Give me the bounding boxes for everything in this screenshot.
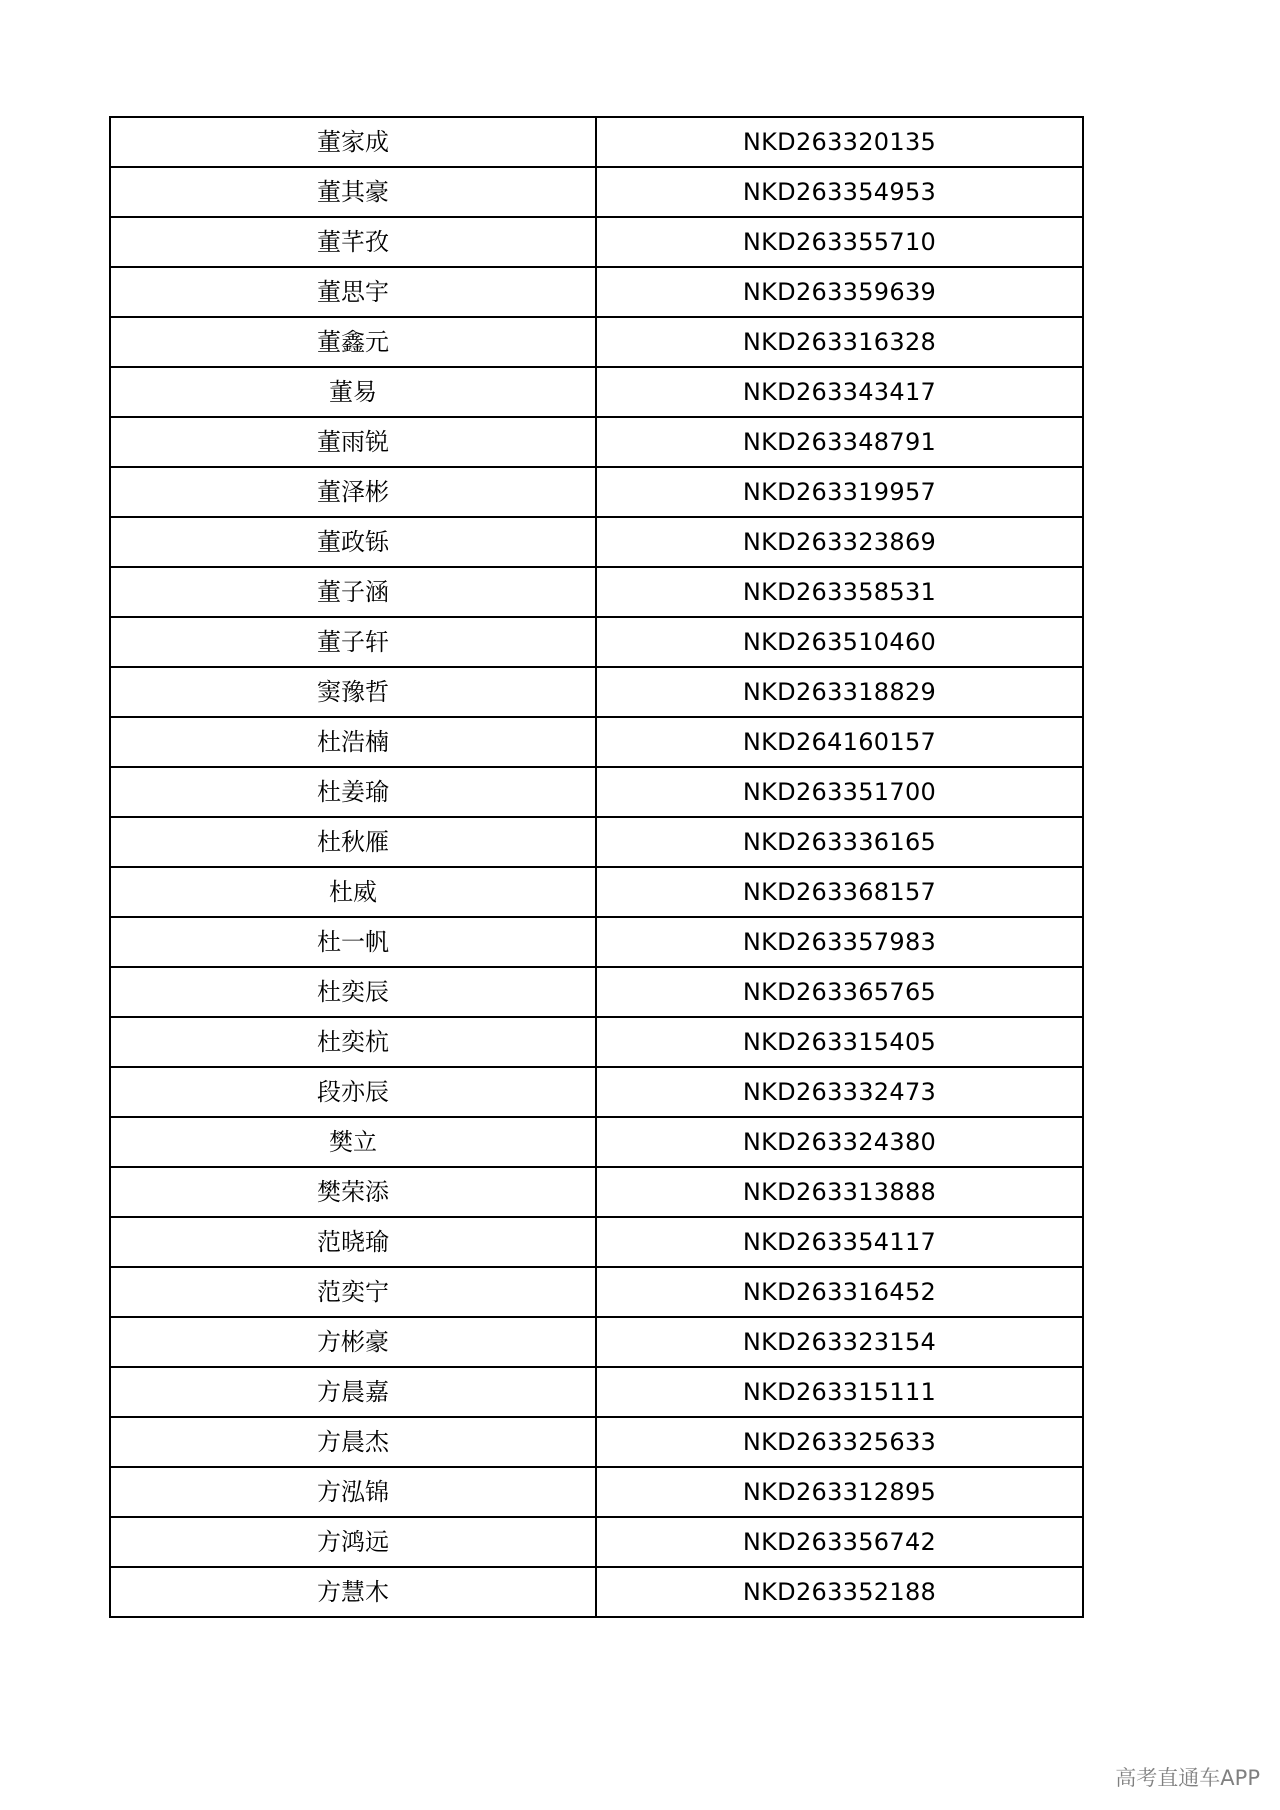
student-id-cell: NKD263356742: [596, 1517, 1083, 1567]
student-id-cell: NKD263336165: [596, 817, 1083, 867]
student-id-cell: NKD263351700: [596, 767, 1083, 817]
table-row: [110, 1267, 1083, 1317]
table-row: [110, 167, 1083, 217]
table-row: [110, 1317, 1083, 1367]
student-name-cell: 方晨杰: [110, 1417, 596, 1467]
student-name-cell: 樊立: [110, 1117, 596, 1167]
table-row: [110, 417, 1083, 467]
student-id-cell: NKD263358531: [596, 567, 1083, 617]
table-row: [110, 917, 1083, 967]
student-id-cell: NKD263316452: [596, 1267, 1083, 1317]
table-row: [110, 617, 1083, 667]
student-id-cell: NKD263312895: [596, 1467, 1083, 1517]
student-name-cell: 范奕宁: [110, 1267, 596, 1317]
student-id-cell: NKD263355710: [596, 217, 1083, 267]
table-row: [110, 967, 1083, 1017]
table-row: [110, 517, 1083, 567]
student-name-cell: 杜奕辰: [110, 967, 596, 1017]
watermark-text: 高考直通车APP: [1115, 1766, 1260, 1790]
student-id-cell: NKD263318829: [596, 667, 1083, 717]
student-name-cell: 董其豪: [110, 167, 596, 217]
student-id-cell: NKD264160157: [596, 717, 1083, 767]
table-row: [110, 1017, 1083, 1067]
table-row: [110, 317, 1083, 367]
student-name-cell: 董芊孜: [110, 217, 596, 267]
student-name-cell: 董子轩: [110, 617, 596, 667]
table-row: [110, 1517, 1083, 1567]
student-name-cell: 樊荣添: [110, 1167, 596, 1217]
table-row: [110, 1467, 1083, 1517]
student-id-cell: NKD263510460: [596, 617, 1083, 667]
student-id-cell: NKD263332473: [596, 1067, 1083, 1117]
student-name-cell: 方晨嘉: [110, 1367, 596, 1417]
table-row: [110, 467, 1083, 517]
student-name-cell: 杜姜瑜: [110, 767, 596, 817]
student-name-cell: 杜一帆: [110, 917, 596, 967]
table-row: [110, 1167, 1083, 1217]
table-row: [110, 867, 1083, 917]
table-row: [110, 717, 1083, 767]
table-row: [110, 1117, 1083, 1167]
student-id-cell: NKD263343417: [596, 367, 1083, 417]
table-row: [110, 1217, 1083, 1267]
student-id-cell: NKD263365765: [596, 967, 1083, 1017]
student-name-cell: 方彬豪: [110, 1317, 596, 1367]
table-row: [110, 117, 1083, 167]
student-id-cell: NKD263323154: [596, 1317, 1083, 1367]
student-name-cell: 董雨锐: [110, 417, 596, 467]
student-name-cell: 董子涵: [110, 567, 596, 617]
table-row: [110, 1367, 1083, 1417]
student-id-cell: NKD263348791: [596, 417, 1083, 467]
student-name-cell: 窦豫哲: [110, 667, 596, 717]
student-id-cell: NKD263352188: [596, 1567, 1083, 1617]
student-name-cell: 范晓瑜: [110, 1217, 596, 1267]
student-name-cell: 董泽彬: [110, 467, 596, 517]
student-id-cell: NKD263319957: [596, 467, 1083, 517]
student-name-cell: 杜秋雁: [110, 817, 596, 867]
student-name-cell: 杜浩楠: [110, 717, 596, 767]
student-name-cell: 杜威: [110, 867, 596, 917]
table-row: [110, 1417, 1083, 1467]
table-row: [110, 217, 1083, 267]
table-row: [110, 767, 1083, 817]
student-id-cell: NKD263357983: [596, 917, 1083, 967]
table-row: [110, 367, 1083, 417]
student-name-cell: 段亦辰: [110, 1067, 596, 1117]
student-id-cell: NKD263354117: [596, 1217, 1083, 1267]
student-name-cell: 方泓锦: [110, 1467, 596, 1517]
student-id-cell: NKD263368157: [596, 867, 1083, 917]
student-name-cell: 董政铄: [110, 517, 596, 567]
student-id-cell: NKD263354953: [596, 167, 1083, 217]
name-id-table: [109, 116, 1084, 1618]
student-name-cell: 董思宇: [110, 267, 596, 317]
student-id-cell: NKD263359639: [596, 267, 1083, 317]
student-id-cell: NKD263315405: [596, 1017, 1083, 1067]
table-row: [110, 667, 1083, 717]
student-name-cell: 方鸿远: [110, 1517, 596, 1567]
table-row: [110, 1067, 1083, 1117]
student-name-cell: 董家成: [110, 117, 596, 167]
table-body: [110, 117, 1083, 1617]
student-name-cell: 杜奕杭: [110, 1017, 596, 1067]
student-name-cell: 董易: [110, 367, 596, 417]
student-id-cell: NKD263324380: [596, 1117, 1083, 1167]
student-id-cell: NKD263323869: [596, 517, 1083, 567]
student-name-cell: 董鑫元: [110, 317, 596, 367]
student-id-cell: NKD263320135: [596, 117, 1083, 167]
student-name-cell: 方慧木: [110, 1567, 596, 1617]
student-id-cell: NKD263325633: [596, 1417, 1083, 1467]
student-id-cell: NKD263313888: [596, 1167, 1083, 1217]
table-row: [110, 817, 1083, 867]
table-row: [110, 567, 1083, 617]
student-id-cell: NKD263315111: [596, 1367, 1083, 1417]
student-id-cell: NKD263316328: [596, 317, 1083, 367]
table-row: [110, 267, 1083, 317]
table-row: [110, 1567, 1083, 1617]
